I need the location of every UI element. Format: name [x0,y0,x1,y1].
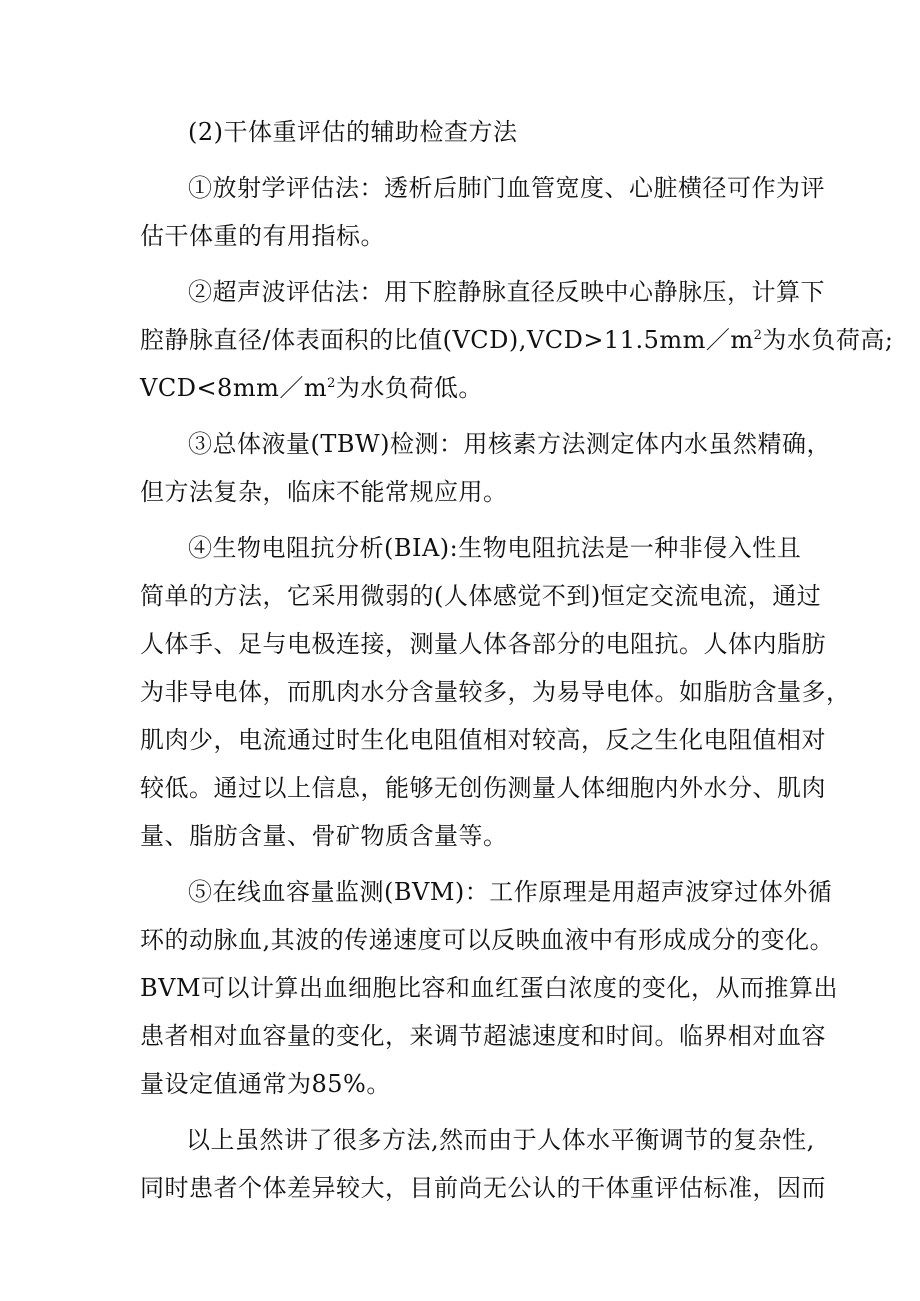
text-line: 为非导电体，而肌肉水分含量较多，为易导电体。如脂肪含量多， [140,678,851,706]
text-line: ③总体液量(TBW)检测：用核素方法测定体内水虽然精确， [188,430,832,458]
superscript: 2 [327,376,336,391]
text-line: 同时患者个体差异较大，目前尚无公认的干体重评估标准，因而 [140,1174,826,1202]
paragraph-tbw [140,420,832,516]
text-line: 但方法复杂，临床不能常规应用。 [140,478,508,506]
text-line: ①放射学评估法：透析后肺门血管宽度、心脏横径可作为评 [188,174,825,202]
superscript: 2 [753,328,763,343]
text-line: 较低。通过以上信息，能够无创伤测量人体细胞内外水分、肌肉 [140,774,826,802]
text-line: 估干体重的有用指标。 [140,222,385,250]
text-line: 简单的方法，它采用微弱的(人体感觉不到)恒定交流电流，通过 [140,582,822,610]
paragraph-gap [140,156,800,164]
paragraph-bvm [140,868,839,1108]
text-line [140,364,800,412]
text-line: ②超声波评估法：用下腔静脉直径反映中心静脉压，计算下 [188,278,825,306]
text-line: 以上虽然讲了很多方法,然而由于人体水平衡调节的复杂性, [186,1126,815,1154]
paragraph-gap [140,260,800,268]
paragraph-gap [140,1108,800,1116]
text-line: ⑤在线血容量监测(BVM)：工作原理是用超声波穿过体外循 [188,878,833,906]
paragraph-radiology [140,164,825,260]
text-line [140,316,894,364]
paragraph-ultrasound [140,268,894,412]
text-line: 量、脂肪含量、骨矿物质含量等。 [140,822,508,850]
paragraph-bia [140,524,851,860]
text-segment: 为水负荷低。 [335,374,483,402]
paragraph-gap [140,412,800,420]
text-line: 患者相对血容量的变化，来调节超滤速度和时间。临界相对血容 [140,1022,826,1050]
text-line: 环的动脉血,其波的传递速度可以反映血液中有形成成分的变化。 [140,926,835,954]
paragraph-conclusion [140,1116,826,1212]
text-line: ④生物电阻抗分析(BIA):生物电阻抗法是一种非侵入性且 [188,534,802,562]
text-segment: 腔静脉直径/体表面积的比值(VCD),VCD>11.5mm／m [140,326,754,354]
text-segment: VCD<8mm／m [140,374,328,402]
paragraph-gap [140,516,800,524]
text-line: 肌肉少，电流通过时生化电阻值相对较高，反之生化电阻值相对 [140,726,826,754]
text-segment: 为水负荷高; [762,326,894,354]
text-line: 人体手、足与电极连接，测量人体各部分的电阻抗。人体内脂肪 [140,630,826,658]
document-body [140,108,894,1212]
text-line: 量设定值通常为85%。 [140,1070,391,1098]
text-line: BVM可以计算出血细胞比容和血红蛋白浓度的变化，从而推算出 [140,974,839,1002]
section-heading: (2)干体重评估的辅助检查方法 [188,118,518,146]
paragraph-gap [140,860,800,868]
